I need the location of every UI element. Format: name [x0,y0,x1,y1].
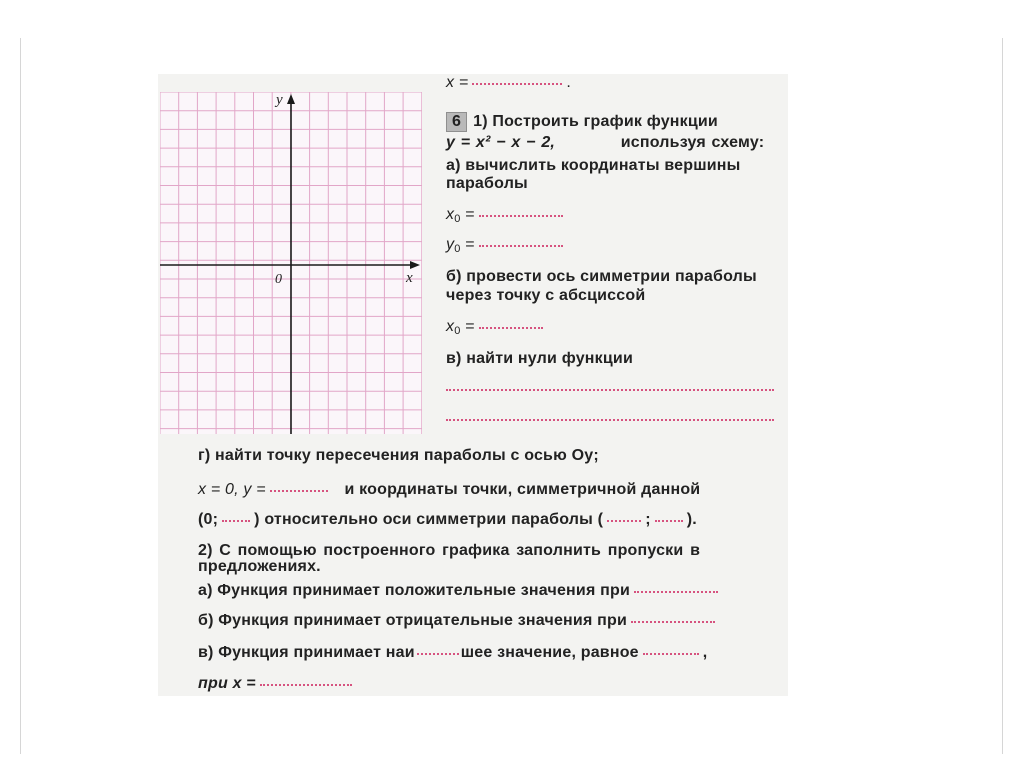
step-g-line3 [198,511,697,529]
p2-last-blank[interactable] [260,684,352,686]
p2v-word-blank[interactable] [417,653,459,655]
x0-blank[interactable] [479,215,563,217]
p2b-text: б) Функция принимает отрицательные значения при [198,612,628,629]
y0-line [446,236,567,255]
p2v-comma: , [702,644,708,661]
step-a-line2: параболы [446,175,528,192]
y0-equals: = [465,236,475,253]
g-point-blank[interactable] [222,520,250,522]
top-answer-line: x = . [446,74,572,91]
x-axis-label: x [406,270,413,286]
part2-line1: 2) С помощью построенного графика заполнить пропуски в [198,542,701,559]
g-x-equals: x = 0, y = [198,481,266,498]
grid-canvas [160,92,422,434]
zeros-blank-2[interactable] [446,419,774,421]
task-scheme-text: используя схему: [620,134,765,151]
part2-last [198,675,356,693]
x-axis-arrow [410,261,420,269]
origin-label: 0 [275,272,283,287]
x0-line [446,206,567,225]
axis-x0-equals: = [465,318,475,335]
x0-equals: = [465,206,475,223]
part2-b [198,612,719,630]
step-g-text: г) найти точку пересечения параболы с осью Oy; [198,447,599,464]
part2-v [198,644,707,662]
g-semicolon: ; [645,511,651,528]
x0-symbol: x [446,206,455,223]
task-function: y = x² − x − 2, [446,134,556,151]
task-number-badge: 6 [446,112,467,132]
part2-a [198,582,722,600]
zeros-blank-line1 [442,380,778,398]
y0-blank[interactable] [479,245,563,247]
step-b-line1: б) провести ось симметрии параболы [446,268,757,285]
task-intro: 1) Построить график функции [473,113,718,130]
zeros-blank-1[interactable] [446,389,774,391]
task-heading [446,112,718,132]
zeros-blank-line2 [442,410,778,428]
step-a-line1: а) вычислить координаты вершины [446,157,741,174]
p2v-value-blank[interactable] [643,653,699,655]
g-y-blank[interactable] [270,490,328,492]
x0-subscript: 0 [454,213,461,225]
coordinate-grid [160,92,422,434]
step-v-text: в) найти нули функции [446,350,633,367]
slide-frame-right [1002,38,1003,754]
p2a-text: а) Функция принимает положительные значения при [198,582,631,599]
p2v-text-a: в) Функция принимает наи [198,644,415,661]
answer-blank[interactable] [472,83,562,85]
g-point-open: (0; [198,511,219,528]
p2b-blank[interactable] [631,621,715,623]
axis-x0-symbol: x [446,318,455,335]
task-function-line [446,134,764,152]
axis-x0-subscript: 0 [454,325,461,337]
g-sym-y-blank[interactable] [655,520,683,522]
g-relative-text: ) относительно оси симметрии параболы ( [254,511,604,528]
p2a-blank[interactable] [634,591,718,593]
axis-x0-blank[interactable] [479,327,543,329]
y-axis-arrow [287,94,295,104]
top-answer-label: x = [446,74,469,91]
step-g-line2 [198,481,700,499]
p2-last-text: при x = [198,675,256,692]
g-symmetric-text: и координаты точки, симметричной данной [344,481,701,498]
y0-subscript: 0 [454,243,461,255]
g-sym-x-blank[interactable] [607,520,641,522]
step-b-line2: через точку с абсциссой [446,287,646,304]
part2-line2: предложениях. [198,558,321,575]
y0-symbol: y [446,236,455,253]
g-close: ). [686,511,697,528]
p2v-text-b: шее значение, равное [460,644,639,661]
y-axis-label: y [276,92,283,108]
axis-x0-line [446,318,547,337]
slide-frame-left [20,38,21,754]
